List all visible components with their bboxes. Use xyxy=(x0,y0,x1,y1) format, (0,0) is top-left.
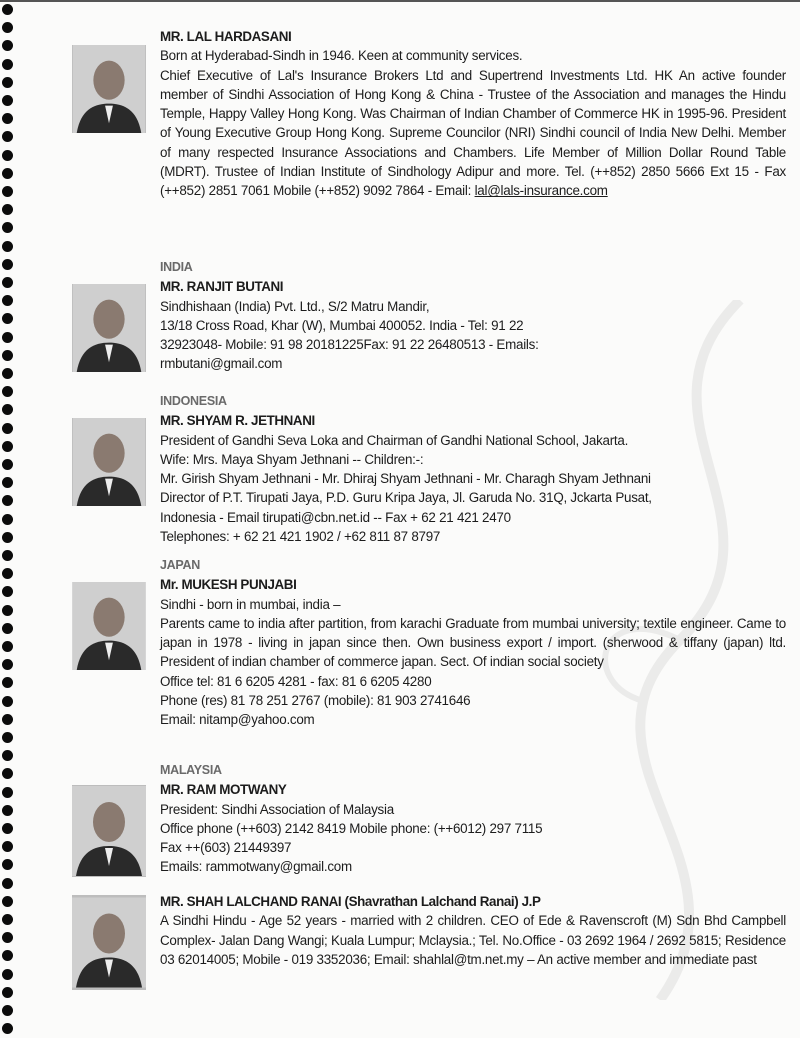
photo-lal-hardasani xyxy=(72,45,146,133)
person-silhouette-icon xyxy=(72,785,146,877)
photo-shah-ranai xyxy=(72,895,146,990)
binder-hole xyxy=(2,568,13,579)
binder-hole xyxy=(2,1023,13,1034)
binder-holes xyxy=(2,0,16,1038)
binder-hole xyxy=(2,896,13,907)
entry-line: Emails: rammotwany@gmail.com xyxy=(160,859,352,875)
country-heading: INDONESIA xyxy=(160,394,227,408)
binder-hole xyxy=(2,313,13,324)
page-top-edge xyxy=(0,0,800,2)
binder-hole xyxy=(2,386,13,397)
binder-hole xyxy=(2,714,13,725)
country-heading: MALAYSIA xyxy=(160,763,222,777)
entry-line: Email: nitamp@yahoo.com xyxy=(160,712,315,728)
binder-hole xyxy=(2,22,13,33)
binder-hole xyxy=(2,77,13,88)
binder-hole xyxy=(2,204,13,215)
binder-hole xyxy=(2,787,13,798)
entry-line: 32923048- Mobile: 91 98 20181225Fax: 91 22 26480513 - Emails: xyxy=(160,337,539,353)
country-heading: JAPAN xyxy=(160,558,200,572)
binder-hole xyxy=(2,950,13,961)
binder-hole xyxy=(2,495,13,506)
binder-hole xyxy=(2,878,13,889)
entry-line: Office phone (++603) 2142 8419 Mobile phone: (++6012) 297 7115 xyxy=(160,820,543,836)
binder-hole xyxy=(2,241,13,252)
binder-hole xyxy=(2,332,13,343)
binder-hole xyxy=(2,586,13,597)
binder-hole xyxy=(2,368,13,379)
binder-hole xyxy=(2,768,13,779)
binder-hole xyxy=(2,459,13,470)
entry-line: Indonesia - Email tirupati@cbn.net.id -- Fax + 62 21 421 2470 xyxy=(160,509,511,525)
binder-hole xyxy=(2,59,13,70)
binder-hole xyxy=(2,932,13,943)
person-name: MR. RAM MOTWANY xyxy=(160,782,287,798)
entry-line: Born at Hyderabad-Sindh in 1946. Keen at community services. xyxy=(160,48,523,64)
photo-ranjit-butani xyxy=(72,284,146,372)
binder-hole xyxy=(2,350,13,361)
binder-hole xyxy=(2,696,13,707)
entry-line: Office tel: 81 6 6205 4281 - fax: 81 6 6205 4280 xyxy=(160,673,432,689)
entry-line: Fax ++(603) 21449397 xyxy=(160,840,292,856)
binder-hole xyxy=(2,295,13,306)
binder-hole xyxy=(2,841,13,852)
entry-line: rmbutani@gmail.com xyxy=(160,356,283,372)
binder-hole xyxy=(2,40,13,51)
binder-hole xyxy=(2,969,13,980)
photo-shyam-jethnani xyxy=(72,418,146,506)
person-name: MR. LAL HARDASANI xyxy=(160,29,292,44)
binder-hole xyxy=(2,168,13,179)
binder-hole xyxy=(2,641,13,652)
binder-hole xyxy=(2,4,13,15)
entry-ram-motwany xyxy=(160,761,786,877)
binder-hole xyxy=(2,532,13,543)
entry-line: Phone (res) 81 78 251 2767 (mobile): 81 903 2741646 xyxy=(160,693,471,709)
person-silhouette-icon xyxy=(72,582,146,670)
person-name: Mr. MUKESH PUNJABI xyxy=(160,577,297,593)
binder-hole xyxy=(2,477,13,488)
entry-line: 13/18 Cross Road, Khar (W), Mumbai 400052. India - Tel: 91 22 xyxy=(160,317,524,333)
entry-line: President: Sindhi Association of Malaysia xyxy=(160,801,394,817)
entry-paragraph: Parents came to india after partition, from karachi Graduate from mumbai university; textile engineer. Came to japan in 1978 - living in japan since then. Own business export / import. (sherwood & tiffany (japan) ltd. President of indian chamber of commerce japan. Sect. Of indian social society xyxy=(160,615,786,670)
binder-hole xyxy=(2,750,13,761)
entry-line: Telephones: + 62 21 421 1902 / +62 811 87 8797 xyxy=(160,529,441,545)
entry-paragraph: A Sindhi Hindu - Age 52 years - married with 2 children. CEO of Ede & Ravenscroft (M) Sdn Bhd Campbell Complex- Jalan Dang Wangi; Kuala Lumpur; Mclaysia.; Tel. No.Office - 03 2692 1964 / 2692 5815; Residence 03 62014005; Mobile - 019 3352036; Email: shahlal@tm.net.my – An active member and immediate past xyxy=(160,913,786,967)
photo-ram-motwany xyxy=(72,785,146,877)
entry-line: Wife: Mrs. Maya Shyam Jethnani -- Children:-: xyxy=(160,451,424,467)
email-link[interactable]: lal@lals-insurance.com xyxy=(474,183,608,199)
entry-paragraph-text: Chief Executive of Lal's Insurance Brokers Ltd and Supertrend Investments Ltd. HK An active founder member of Sindhi Association of Hong Kong & China - Trustee of the Association and manages the Hindu Temple, Happy Valley Hong Kong. Was Chairman of Indian Chamber of Commerce HK in 1995-96. President of Young Executive Group Hong Kong. Supreme Councilor (NRI) Sindhi council of India New Delhi. Member of many respected Insurance Associations and Chambers. Life Member of Million Dollar Round Table (MDRT). Trustee of Indian Institute of Sindhology Adipur and more. Tel. (++852) 2850 5666 Ext 15 - Fax (++852) 2851 7061 Mobile (++852) 9092 7864 - Email: xyxy=(160,67,786,199)
entry-line: Sindhishaan (India) Pvt. Ltd., S/2 Matru Mandir, xyxy=(160,298,430,314)
entry-line: Mr. Girish Shyam Jethnani - Mr. Dhiraj Shyam Jethnani - Mr. Charagh Shyam Jethnani xyxy=(160,471,651,487)
entry-paragraph xyxy=(160,66,786,201)
entry-mukesh-punjabi xyxy=(160,556,786,730)
binder-hole xyxy=(2,186,13,197)
binder-hole xyxy=(2,222,13,233)
entry-shyam-jethnani xyxy=(160,392,786,546)
binder-hole xyxy=(2,550,13,561)
binder-hole xyxy=(2,404,13,415)
country-heading: INDIA xyxy=(160,260,193,274)
binder-hole xyxy=(2,623,13,634)
binder-hole xyxy=(2,677,13,688)
person-silhouette-icon xyxy=(72,284,146,372)
person-name: MR. SHAH LALCHAND RANAI (Shavrathan Lalchand Ranai) J.P xyxy=(160,894,541,909)
entry-line: Sindhi - born in mumbai, india – xyxy=(160,596,341,612)
binder-hole xyxy=(2,1005,13,1016)
binder-hole xyxy=(2,605,13,616)
binder-hole xyxy=(2,423,13,434)
binder-hole xyxy=(2,914,13,925)
entry-line: President of Gandhi Seva Loka and Chairman of Gandhi National School, Jakarta. xyxy=(160,432,629,448)
binder-hole xyxy=(2,805,13,816)
binder-hole xyxy=(2,659,13,670)
binder-hole xyxy=(2,514,13,525)
person-silhouette-icon xyxy=(72,45,146,133)
person-name: MR. SHYAM R. JETHNANI xyxy=(160,413,315,429)
entry-lal-hardasani xyxy=(160,27,786,201)
binder-hole xyxy=(2,859,13,870)
binder-hole xyxy=(2,441,13,452)
entry-line: Director of P.T. Tirupati Jaya, P.D. Guru Kripa Jaya, Jl. Garuda No. 31Q, Jckarta Pusat, xyxy=(160,490,652,506)
photo-mukesh-punjabi xyxy=(72,582,146,670)
binder-hole xyxy=(2,823,13,834)
binder-hole xyxy=(2,732,13,743)
person-name: MR. RANJIT BUTANI xyxy=(160,279,284,295)
person-silhouette-icon xyxy=(72,895,146,990)
entry-ranjit-butani xyxy=(160,258,786,374)
binder-hole xyxy=(2,259,13,270)
binder-hole xyxy=(2,95,13,106)
binder-hole xyxy=(2,277,13,288)
binder-hole xyxy=(2,113,13,124)
person-silhouette-icon xyxy=(72,418,146,506)
binder-hole xyxy=(2,150,13,161)
entry-shah-ranai xyxy=(160,892,786,969)
binder-hole xyxy=(2,131,13,142)
binder-hole xyxy=(2,987,13,998)
